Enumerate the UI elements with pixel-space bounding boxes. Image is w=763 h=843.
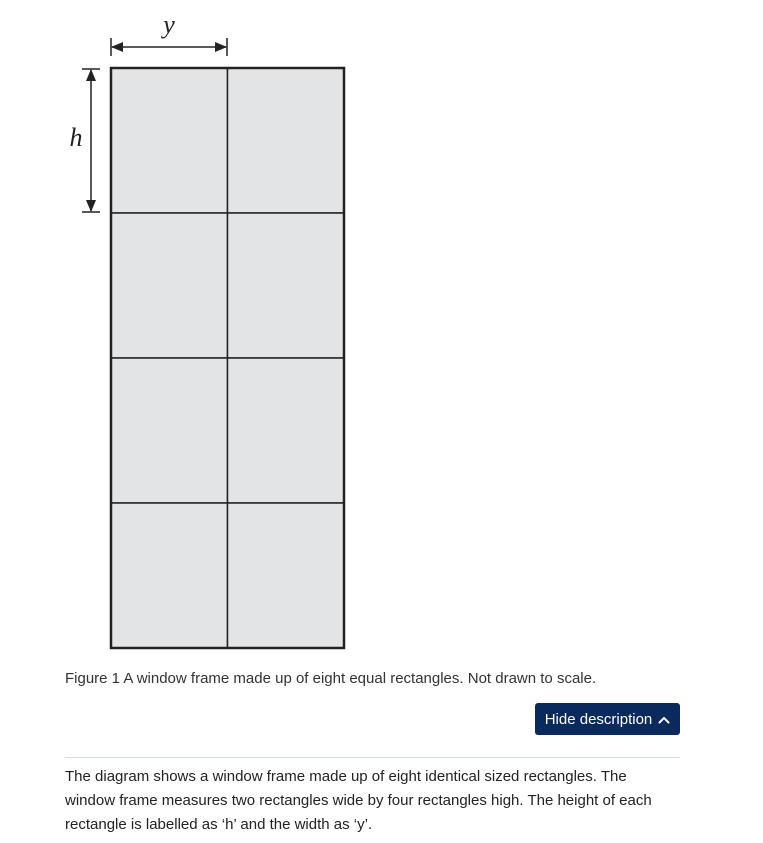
hide-description-button[interactable] xyxy=(535,703,680,735)
window-pane xyxy=(111,503,228,648)
window-pane xyxy=(228,503,345,648)
window-pane xyxy=(111,213,228,358)
window-pane xyxy=(111,358,228,503)
hide-description-label: Hide description xyxy=(544,710,653,728)
window-pane xyxy=(111,68,228,213)
figure-description: The diagram shows a window frame made up of eight identical sized rectangles. The window frame measures two rectangles wide by four rectangles high. The height of each rectangle is labelled as ‘h’ and the width as ‘y’. xyxy=(65,768,652,833)
figure-caption: Figure 1 A window frame made up of eight equal rectangles. Not drawn to scale. xyxy=(65,670,597,687)
window-pane xyxy=(228,213,345,358)
window-panes xyxy=(111,68,344,648)
height-label: h xyxy=(69,123,83,152)
chevron-up-icon xyxy=(658,713,670,725)
description-divider xyxy=(65,757,680,758)
width-label: y xyxy=(163,10,175,39)
window-pane xyxy=(228,68,345,213)
window-pane xyxy=(228,358,345,503)
